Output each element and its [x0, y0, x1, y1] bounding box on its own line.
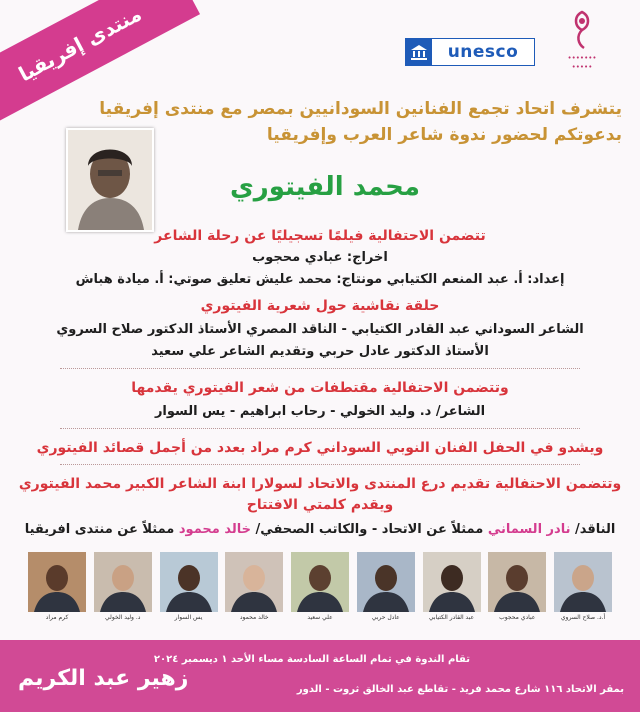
- opening-prefix: الناقد/: [570, 522, 616, 537]
- participants-photos: [28, 552, 612, 626]
- shield-line-2: ويقدم كلمتي الافتتاح: [246, 497, 394, 513]
- poet-name: محمد الفيتوري: [229, 172, 421, 202]
- unesco-temple-icon: [406, 39, 432, 65]
- participant-image: [160, 552, 218, 612]
- divider: [60, 464, 580, 465]
- film-credits: إعداد: أ. عبد المنعم الكتيابي مونتاج: محمد عليش تعليق صوتي: أ. ميادة هباش: [75, 272, 565, 287]
- intro-line-1: يتشرف اتحاد تجمع الفنانين السودانيين بمصر مع منتدى إفريقيا: [99, 99, 622, 119]
- participant-caption: د. وليد الخولي: [105, 614, 141, 621]
- participant-caption: عبادي محجوب: [499, 614, 536, 621]
- participant-image: [94, 552, 152, 612]
- participant-photo: [28, 552, 86, 626]
- participant-photo: [94, 552, 152, 626]
- participant-image: [291, 552, 349, 612]
- film-direction: اخراج: عبادي محجوب: [252, 250, 388, 265]
- participant-image: [28, 552, 86, 612]
- opening-suffix: ممثلاً عن منتدى افريقيا: [24, 522, 179, 537]
- panel-heading: حلقة نقاشية حول شعرية الفيتوري: [200, 298, 440, 314]
- participant-photo: [488, 552, 546, 626]
- participant-photo: [357, 552, 415, 626]
- unesco-label: unesco: [447, 42, 519, 62]
- participant-caption: علي سعيد: [307, 614, 333, 621]
- union-logo-text: ••••••• •••••: [567, 54, 597, 71]
- opening-speakers: [0, 522, 640, 537]
- participant-photo: [225, 552, 283, 626]
- panel-line-1: الشاعر السوداني عبد القادر الكتيابي - الناقد المصري الأستاذ الدكتور صلاح السروي: [56, 322, 584, 337]
- participant-image: [554, 552, 612, 612]
- film-heading: تتضمن الاحتفالية فيلمًا تسجيليًا عن رحلة الشاعر: [154, 228, 486, 244]
- poet-portrait: [66, 128, 154, 232]
- footer-time: تقام الندوة في تمام الساعة السادسة مساء الأحد ١ ديسمبر ٢٠٢٤: [153, 654, 470, 665]
- union-logo: [540, 8, 624, 86]
- signature: زهير عبد الكريم: [18, 666, 189, 691]
- participant-caption: عادل حربي: [371, 614, 400, 621]
- excerpts-names: الشاعر/ د. وليد الخولي - رحاب ابراهيم - يس السوار: [154, 404, 486, 419]
- opening-name-2: خالد محمود: [178, 522, 252, 537]
- participant-photo: [423, 552, 481, 626]
- shield-line-1: وتتضمن الاحتفالية تقديم درع المنتدى والاتحاد لسولارا ابنة الشاعر الكبير محمد الفيتوري: [18, 476, 622, 492]
- divider: [60, 428, 580, 429]
- footer-address: بمقر الاتحاد ١١٦ شارع محمد فريد - تقاطع عبد الخالق ثروت - الدور: [296, 684, 624, 695]
- participant-image: [423, 552, 481, 612]
- unesco-logo: [405, 38, 535, 66]
- participant-caption: يس السوار: [174, 614, 203, 621]
- singer-line: ويشدو في الحفل الفنان النوبي السوداني كرم مراد بعدد من أجمل قصائد الفيتوري: [36, 440, 604, 456]
- divider: [60, 368, 580, 369]
- participant-caption: أ.د. صلاح السروي: [560, 614, 606, 621]
- opening-name-1: نادر السماني: [487, 522, 571, 537]
- participant-photo: [554, 552, 612, 626]
- footer-banner: [0, 640, 640, 712]
- panel-line-2: الأستاذ الدكتور عادل حربي وتقديم الشاعر علي سعيد: [151, 344, 489, 359]
- intro-line-2: بدعوتكم لحضور ندوة شاعر العرب وإفريقيا: [266, 125, 622, 145]
- participant-image: [225, 552, 283, 612]
- participant-photo: [291, 552, 349, 626]
- opening-mid: ممثلاً عن الاتحاد - والكاتب الصحفي/: [251, 522, 488, 537]
- excerpts-heading: وتتضمن الاحتفالية مقتطفات من شعر الفيتوري يقدمها: [131, 380, 509, 396]
- participant-caption: خالد محمود: [239, 614, 269, 621]
- participant-photo: [160, 552, 218, 626]
- participant-image: [357, 552, 415, 612]
- participant-caption: عبد القادر الكتيابي: [428, 614, 475, 621]
- ribbon-label: منتدى إفريقيا: [14, 1, 146, 87]
- participant-caption: كرم مراد: [45, 614, 69, 621]
- participant-image: [488, 552, 546, 612]
- union-emblem-icon: [562, 8, 602, 52]
